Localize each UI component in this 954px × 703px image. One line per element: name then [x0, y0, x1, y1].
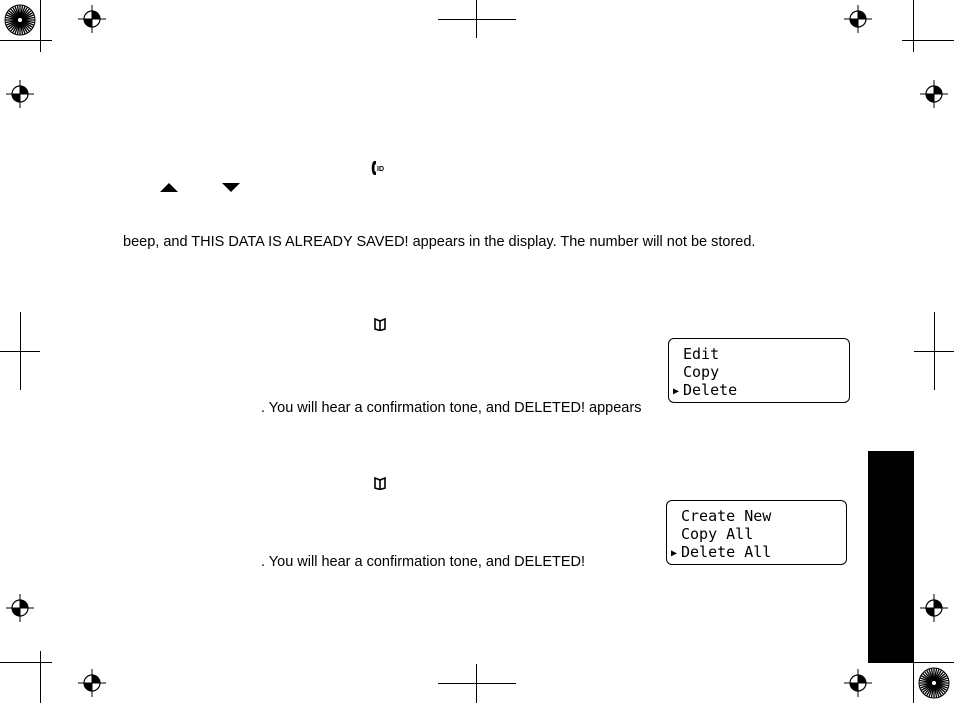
crosshair-target-icon — [78, 669, 106, 697]
crosshair-target-icon — [844, 669, 872, 697]
crosshair-target-icon — [78, 5, 106, 33]
crosshair-target-icon — [920, 594, 948, 622]
crosshair-target-icon — [6, 80, 34, 108]
lcd-menu-item: Create New — [671, 507, 846, 525]
down-arrow-icon — [221, 182, 241, 193]
lcd-menu-item: Copy All — [671, 525, 846, 543]
crosshair-target-icon — [844, 5, 872, 33]
crosshair-target-icon — [920, 80, 948, 108]
phonebook-key-icon — [374, 477, 386, 490]
lcd-menu-item: Edit — [673, 345, 849, 363]
delete-all-confirm-text: . You will hear a confirmation tone, and DELETED! — [261, 554, 586, 570]
crosshair-target-icon — [6, 594, 34, 622]
cursor-arrow-icon: ▶ — [671, 548, 678, 559]
lcd-menu-item-selected: ▶ Delete — [673, 381, 738, 399]
delete-confirm-text: . You will hear a confirmation tone, and DELETED! appears — [261, 400, 642, 416]
up-arrow-icon — [159, 182, 179, 193]
phonebook-key-icon — [374, 318, 386, 331]
svg-text:ID: ID — [377, 166, 384, 173]
registration-target-icon — [918, 667, 950, 699]
duplicate-notice-text: beep, and THIS DATA IS ALREADY SAVED! appears in the display. The number will not be stored. — [123, 234, 756, 250]
registration-target-icon — [4, 4, 36, 36]
section-tab — [868, 451, 914, 663]
lcd-display-entry-menu — [668, 338, 850, 403]
cursor-arrow-icon: ▶ — [673, 386, 680, 397]
lcd-menu-item: Copy — [673, 363, 849, 381]
lcd-menu-item-selected: ▶ Delete All — [671, 543, 772, 561]
lcd-display-phonebook-menu — [666, 500, 847, 565]
caller-id-key-icon — [370, 160, 388, 176]
